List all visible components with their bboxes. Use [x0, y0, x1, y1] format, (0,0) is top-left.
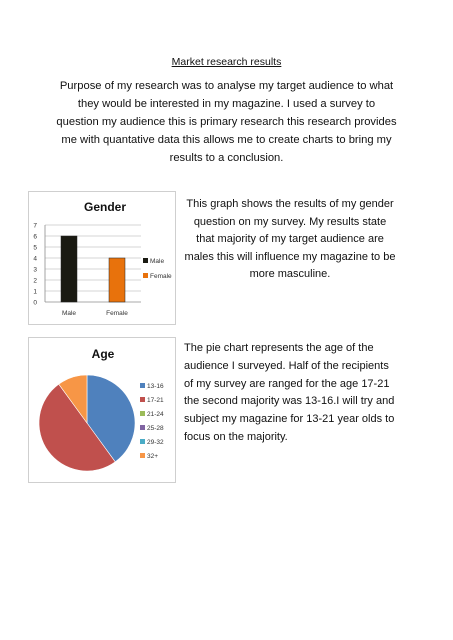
legend-label-male: Male [150, 258, 165, 265]
legend-swatch-13-16 [140, 383, 145, 388]
y-tick-label: 3 [33, 266, 37, 274]
legend-swatch-female [143, 273, 148, 278]
age-chart [28, 337, 176, 483]
y-tick-label: 6 [33, 233, 37, 241]
y-tick-label: 0 [33, 299, 37, 307]
x-tick-label: Male [61, 310, 77, 317]
y-tick-label: 7 [33, 222, 37, 230]
legend-swatch-17-21 [140, 397, 145, 402]
gender-chart [28, 191, 176, 325]
age-chart-svg [29, 338, 175, 482]
intro-paragraph: Purpose of my research was to analyse my target audience to what they would be interested in my magazine. I used a survey to question my audience this is primary research this research provides me with quantative data this allows me to create charts to bring my results to a conclusion. [56, 80, 397, 164]
legend-swatch-male [143, 258, 148, 263]
gender-description: This graph shows the results of my gender question on my survey. My results state that majority of my target audience are males this will influence my magazine to be more masculine. [184, 198, 396, 280]
y-tick-label: 1 [33, 288, 37, 296]
legend-label-29-32: 29-32 [147, 439, 164, 446]
y-tick-label: 5 [33, 244, 37, 252]
x-tick-label: Female [106, 310, 128, 317]
legend-label-female: Female [150, 273, 172, 280]
gender-chart-title: Gender [83, 200, 127, 214]
legend-label-13-16: 13-16 [147, 383, 164, 390]
legend-label-21-24: 21-24 [147, 411, 164, 418]
legend-label-25-28: 25-28 [147, 425, 164, 432]
bar-male [61, 236, 77, 302]
age-description: The pie chart represents the age of the audience I surveyed. Half of the recipients of my survey are ranged for the age 17-21 the second majority was 13-16.I will try and subject my magazine for 13-21 year olds to focus on the majority. [184, 342, 395, 443]
legend-swatch-21-24 [140, 411, 145, 416]
age-chart-title: Age [91, 347, 115, 361]
y-tick-label: 4 [33, 255, 37, 263]
gender-chart-svg [29, 192, 175, 324]
legend-label-17-21: 17-21 [147, 397, 164, 404]
bar-female [109, 258, 125, 302]
legend-label-32+: 32+ [147, 453, 159, 460]
legend-swatch-25-28 [140, 425, 145, 430]
legend-swatch-32+ [140, 453, 145, 458]
legend-swatch-29-32 [140, 439, 145, 444]
document-title: Market research results [171, 56, 282, 68]
y-tick-label: 2 [33, 277, 37, 285]
